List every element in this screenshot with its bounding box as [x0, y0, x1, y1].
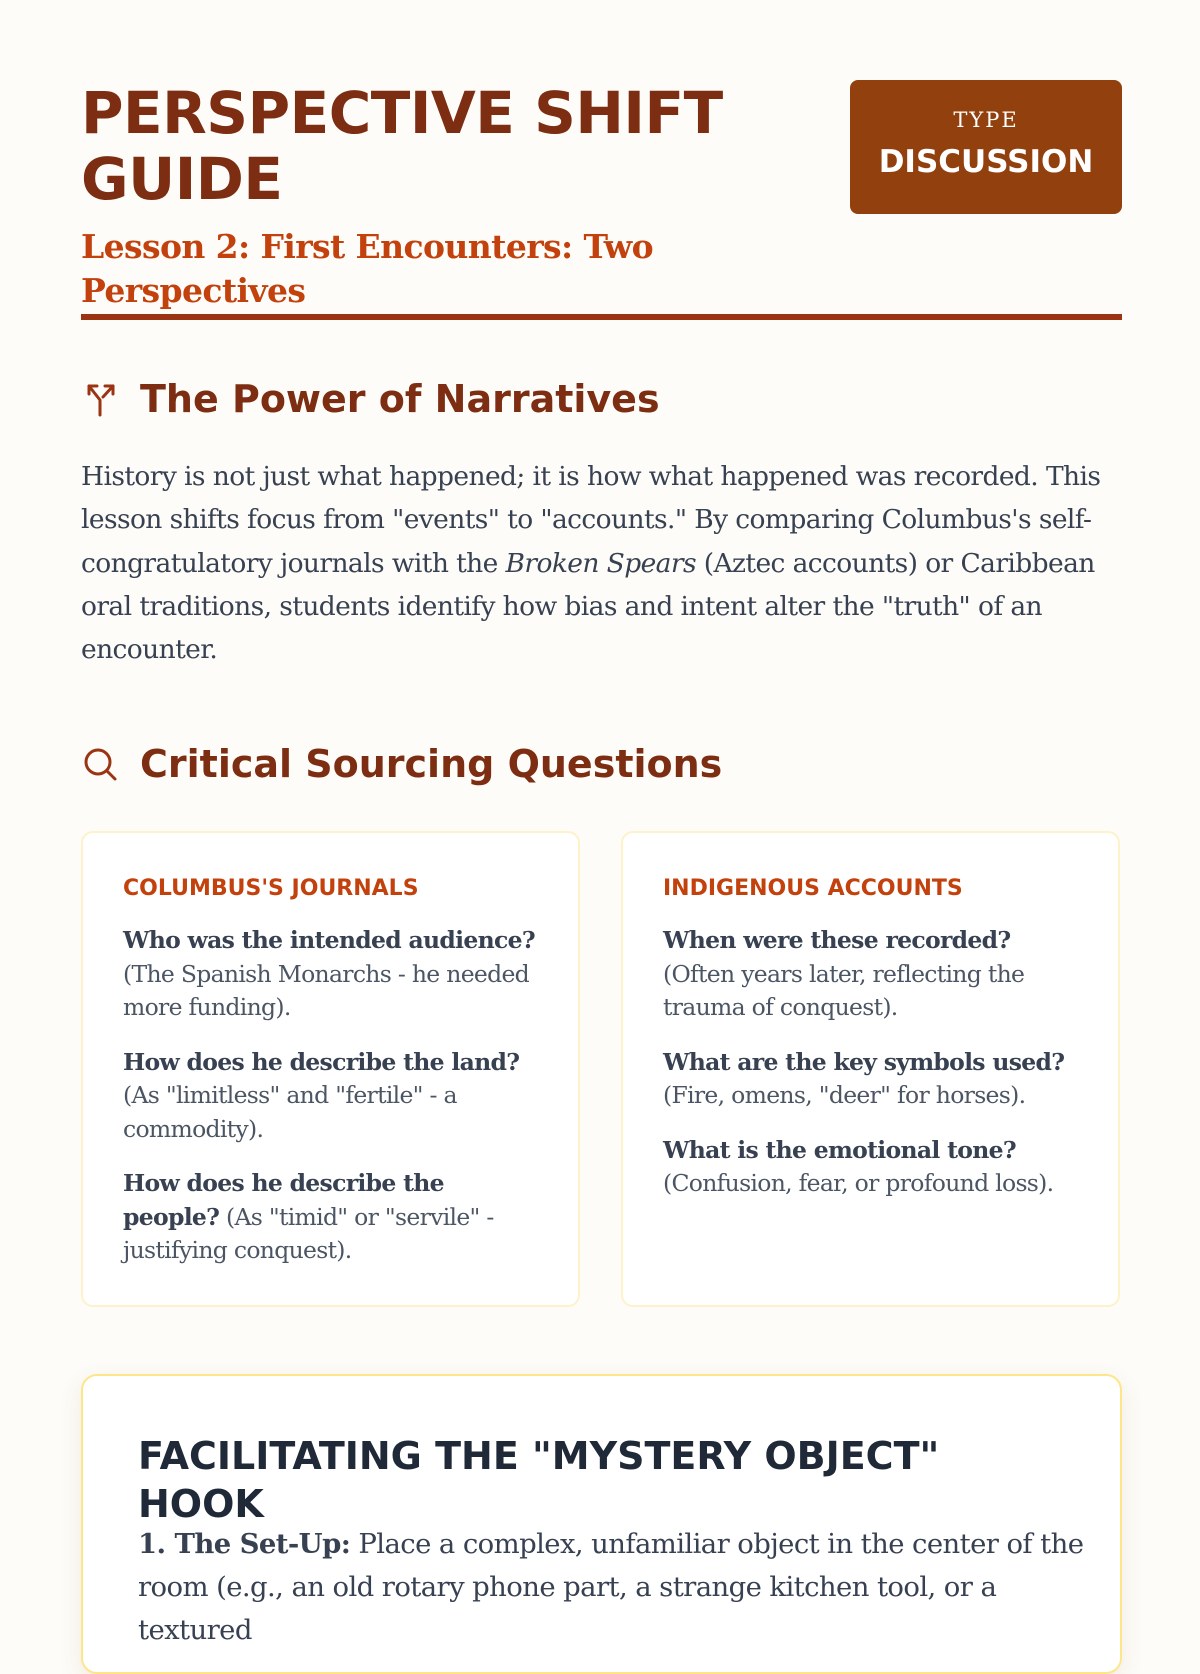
list-item [663, 1134, 1078, 1201]
narratives-paragraph [81, 455, 1101, 671]
answer: (Confusion, fear, or profound loss). [663, 1169, 1054, 1197]
answer: (As "limitless" and "fertile" - a commodity). [123, 1081, 457, 1143]
type-label: TYPE [953, 108, 1019, 132]
indigenous-questions-list [663, 924, 1078, 1222]
hook-step-label: 1. The Set-Up: [138, 1528, 351, 1560]
narratives-text-before: History is not just what happened; it is how what happened was recorded. This lesson shifts focus from "events" to "accounts." By comparing Columbus's self-congratulatory journals with the [81, 461, 1101, 579]
question: How does he describe the people? [123, 1169, 444, 1231]
type-value: DISCUSSION [878, 144, 1094, 180]
list-item [123, 924, 538, 1025]
question: How does he describe the land? [123, 1047, 520, 1076]
columbus-questions-list [123, 924, 538, 1289]
list-item [123, 1046, 538, 1147]
type-badge [850, 80, 1122, 214]
guide-header [81, 80, 1122, 320]
sourcing-heading [81, 744, 881, 800]
answer: (The Spanish Monarchs - he needed more funding). [123, 959, 530, 1021]
narratives-heading [81, 379, 841, 435]
split-arrows-icon [81, 379, 121, 419]
list-item [663, 924, 1078, 1025]
question: What are the key symbols used? [663, 1047, 1065, 1076]
list-item [663, 1046, 1078, 1113]
page-title: PERSPECTIVE SHIFT GUIDE [81, 79, 723, 213]
question: Who was the intended audience? [123, 926, 535, 954]
lesson-subtitle: Lesson 2: First Encounters: Two Perspectives [81, 227, 654, 310]
broken-spears-title: Broken Spears [505, 547, 696, 579]
columbus-card-title: COLUMBUS'S JOURNALS [123, 876, 419, 901]
mystery-object-hook-panel [81, 1374, 1122, 1674]
question: When were these recorded? [663, 926, 1011, 954]
hook-title: FACILITATING THE "MYSTERY OBJECT" HOOK [138, 1434, 940, 1526]
narratives-text-after: (Aztec accounts) or Caribbean oral traditions, students identify how bias and intent alter the "truth" of an encounter. [81, 547, 1095, 666]
narratives-heading-text: The Power of Narratives [140, 377, 660, 421]
header-divider [81, 314, 1122, 320]
sourcing-heading-text: Critical Sourcing Questions [140, 742, 723, 786]
columbus-journals-card [81, 831, 580, 1307]
list-item [123, 1167, 538, 1268]
hook-step-setup [138, 1523, 1088, 1652]
question: What is the emotional tone? [663, 1135, 1016, 1164]
indigenous-accounts-card [621, 831, 1120, 1307]
answer: (Often years later, reflecting the trauma of conquest). [663, 959, 1025, 1021]
answer: (Fire, omens, "deer" for horses). [663, 1081, 1026, 1109]
answer: (As "timid" or "servile" - justifying conquest). [123, 1202, 494, 1264]
indigenous-card-title: INDIGENOUS ACCOUNTS [663, 876, 963, 901]
search-icon [81, 744, 121, 784]
hook-step-text: Place a complex, unfamiliar object in the center of the room (e.g., an old rotary phone part, a strange kitchen tool, or a textured [138, 1528, 1084, 1646]
